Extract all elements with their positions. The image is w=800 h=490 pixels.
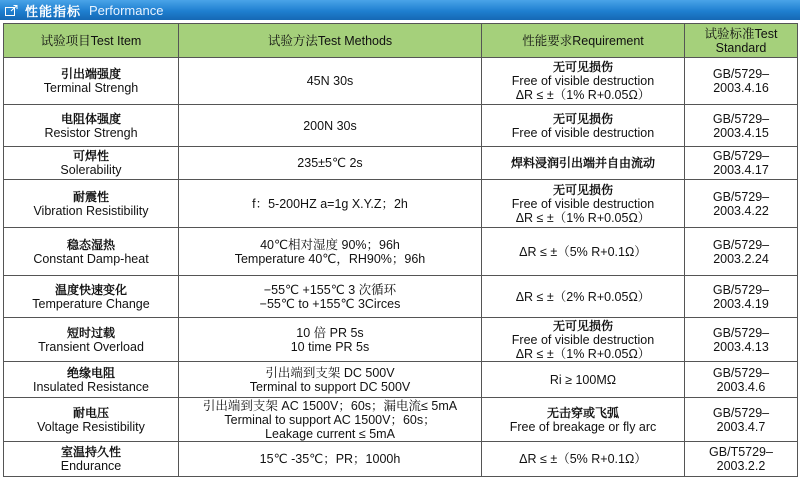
item-line: Endurance — [60, 459, 122, 473]
section-title-en: Performance — [89, 2, 164, 18]
requirement-line: ΔR ≤ ±（2% R+0.05Ω） — [515, 289, 651, 304]
section-title-cn: 性能指标 — [25, 3, 82, 19]
item-line: 引出端强度 — [60, 67, 121, 81]
standard-line: GB/5729– — [712, 111, 770, 126]
test-standard-cell — [685, 58, 798, 105]
standard-line: 2003.4.16 — [713, 81, 769, 95]
requirement-line: ΔR ≤ ±（1% R+0.05Ω） — [515, 210, 651, 225]
item-line: Solerability — [60, 163, 122, 177]
column-header-test-item — [4, 24, 179, 58]
item-line: 室温持久性 — [60, 445, 121, 459]
standard-line: 2003.2.24 — [713, 251, 769, 266]
item-line: Terminal Strengh — [43, 81, 139, 95]
requirement-cell — [482, 362, 685, 398]
standard-line: GB/5729– — [712, 325, 770, 340]
item-line: Transient Overload — [38, 339, 144, 354]
test-standard-cell — [685, 147, 798, 180]
method-line: −55℃ to +155℃ 3Circes — [259, 296, 401, 311]
item-line: 温度快速变化 — [54, 282, 127, 297]
standard-line: GB/5729– — [712, 282, 770, 297]
requirement-line: 无可见损伤 — [552, 111, 613, 126]
item-line: 短时过载 — [66, 325, 115, 340]
test-method-cell — [179, 276, 482, 318]
test-standard-cell — [685, 442, 798, 477]
requirement-line: ΔR ≤ ±（1% R+0.05Ω） — [515, 88, 651, 102]
item-line: Insulated Resistance — [32, 379, 150, 394]
test-method-cell — [179, 228, 482, 276]
column-header-cn: 性能要求 — [522, 33, 573, 48]
method-line: 45N 30s — [306, 74, 354, 88]
requirement-line: Free of visible destruction — [511, 196, 655, 211]
method-line: 15℃ -35℃；PR；1000h — [259, 452, 401, 466]
test-method-cell — [179, 362, 482, 398]
standard-line: GB/5729– — [712, 237, 770, 252]
test-method-cell — [179, 180, 482, 228]
column-header-en: Test Standard — [715, 26, 778, 55]
test-method-cell — [179, 58, 482, 105]
item-line: Resistor Strengh — [44, 125, 138, 140]
requirement-cell — [482, 147, 685, 180]
table-body — [4, 58, 798, 477]
test-item-cell — [4, 318, 179, 362]
method-line: 235±5℃ 2s — [297, 156, 363, 170]
test-standard-cell — [685, 276, 798, 318]
column-header-en: Test Item — [90, 33, 142, 48]
test-item-cell — [4, 442, 179, 477]
test-standard-cell — [685, 362, 798, 398]
column-header-test-method — [179, 24, 482, 58]
column-header-requirement — [482, 24, 685, 58]
column-header-cn: 试验项目 — [40, 33, 91, 48]
requirement-line: 无可见损伤 — [552, 182, 613, 197]
requirement-line: 无击穿或飞弧 — [546, 405, 619, 420]
requirement-line: Free of visible destruction — [511, 125, 655, 140]
test-item-cell — [4, 228, 179, 276]
column-header-en: Test Methods — [317, 33, 393, 48]
requirement-cell — [482, 228, 685, 276]
standard-line: 2003.4.22 — [713, 203, 769, 218]
test-item-cell — [4, 180, 179, 228]
method-line: −55℃ +155℃ 3 次循环 — [263, 282, 397, 297]
test-standard-cell — [685, 228, 798, 276]
standard-line: GB/5729– — [712, 189, 770, 204]
external-link-icon — [5, 5, 18, 16]
table-row — [4, 362, 798, 398]
column-header-cn: 试验标准 — [704, 26, 755, 41]
requirement-line: ΔR ≤ ±（5% R+0.1Ω） — [519, 244, 647, 259]
requirement-line: 焊料浸润引出端并自由流动 — [510, 156, 655, 170]
standard-line: 2003.4.19 — [713, 296, 769, 311]
test-item-cell — [4, 398, 179, 442]
method-line: Leakage current ≤ 5mA — [265, 426, 395, 441]
table-row — [4, 318, 798, 362]
test-item-cell — [4, 58, 179, 105]
method-line: f：5-200HZ a=1g X.Y.Z；2h — [252, 196, 408, 211]
column-header-en: Requirement — [572, 33, 644, 48]
requirement-line: Ri ≥ 100MΩ — [549, 372, 617, 387]
standard-line: GB/5729– — [712, 365, 770, 380]
requirement-cell — [482, 276, 685, 318]
requirement-cell — [482, 58, 685, 105]
test-standard-cell — [685, 105, 798, 147]
table-row — [4, 105, 798, 147]
item-line: 电阻体强度 — [60, 111, 121, 126]
requirement-line: Free of breakage or fly arc — [509, 419, 657, 434]
standard-line: 2003.4.15 — [713, 125, 769, 140]
standard-line: 2003.4.6 — [716, 379, 766, 394]
test-item-cell — [4, 105, 179, 147]
requirement-cell — [482, 318, 685, 362]
standard-line: GB/T5729– — [709, 445, 773, 459]
standard-line: GB/5729– — [712, 67, 770, 81]
requirement-line: Free of visible destruction — [511, 332, 655, 347]
column-header-cn: 试验方法 — [267, 33, 318, 48]
standard-line: 2003.2.2 — [716, 459, 766, 473]
method-line: Terminal to support DC 500V — [249, 379, 411, 394]
requirement-line: ΔR ≤ ±（5% R+0.1Ω） — [519, 452, 647, 466]
table-row — [4, 398, 798, 442]
requirement-cell — [482, 442, 685, 477]
test-method-cell — [179, 147, 482, 180]
table-header-row — [4, 24, 798, 58]
table-row — [4, 228, 798, 276]
requirement-line: Free of visible destruction — [511, 74, 655, 88]
column-header-test-standard — [685, 24, 798, 58]
test-method-cell — [179, 398, 482, 442]
item-line: Constant Damp-heat — [33, 251, 149, 266]
table-row — [4, 180, 798, 228]
test-standard-cell — [685, 318, 798, 362]
requirement-line: 无可见损伤 — [552, 60, 613, 74]
method-line: Terminal to support AC 1500V；60s； — [224, 412, 436, 427]
item-line: Voltage Resistibility — [37, 419, 145, 434]
item-line: 耐电压 — [72, 405, 109, 420]
standard-line: 2003.4.13 — [713, 339, 769, 354]
method-line: 引出端到支架 AC 1500V；60s；漏电流≤ 5mA — [202, 398, 458, 413]
test-method-cell — [179, 105, 482, 147]
table-row — [4, 58, 798, 105]
item-line: Temperature Change — [32, 296, 150, 311]
standard-line: 2003.4.7 — [716, 419, 766, 434]
test-method-cell — [179, 318, 482, 362]
item-line: 绝缘电阻 — [66, 365, 115, 380]
table-row — [4, 276, 798, 318]
section-header-bar — [0, 0, 800, 20]
standard-line: 2003.4.17 — [713, 163, 769, 177]
method-line: 引出端到支架 DC 500V — [265, 365, 395, 380]
standard-line: GB/5729– — [712, 405, 770, 420]
test-item-cell — [4, 147, 179, 180]
method-line: 10 倍 PR 5s — [296, 325, 364, 340]
table-row — [4, 147, 798, 180]
method-line: Temperature 40℃，RH90%；96h — [234, 251, 426, 266]
test-item-cell — [4, 276, 179, 318]
table-row — [4, 442, 798, 477]
performance-table — [3, 23, 798, 477]
test-standard-cell — [685, 180, 798, 228]
requirement-cell — [482, 180, 685, 228]
test-item-cell — [4, 362, 179, 398]
item-line: Vibration Resistibility — [33, 203, 149, 218]
method-line: 200N 30s — [303, 118, 357, 133]
item-line: 可焊性 — [72, 149, 109, 163]
standard-line: GB/5729– — [712, 149, 770, 163]
test-method-cell — [179, 442, 482, 477]
method-line: 40℃相对湿度 90%；96h — [260, 237, 400, 252]
item-line: 稳态湿热 — [66, 237, 115, 252]
test-standard-cell — [685, 398, 798, 442]
item-line: 耐震性 — [72, 189, 109, 204]
requirement-cell — [482, 105, 685, 147]
method-line: 10 time PR 5s — [290, 339, 370, 354]
requirement-cell — [482, 398, 685, 442]
requirement-line: ΔR ≤ ±（1% R+0.05Ω） — [515, 346, 651, 361]
requirement-line: 无可见损伤 — [552, 318, 613, 333]
